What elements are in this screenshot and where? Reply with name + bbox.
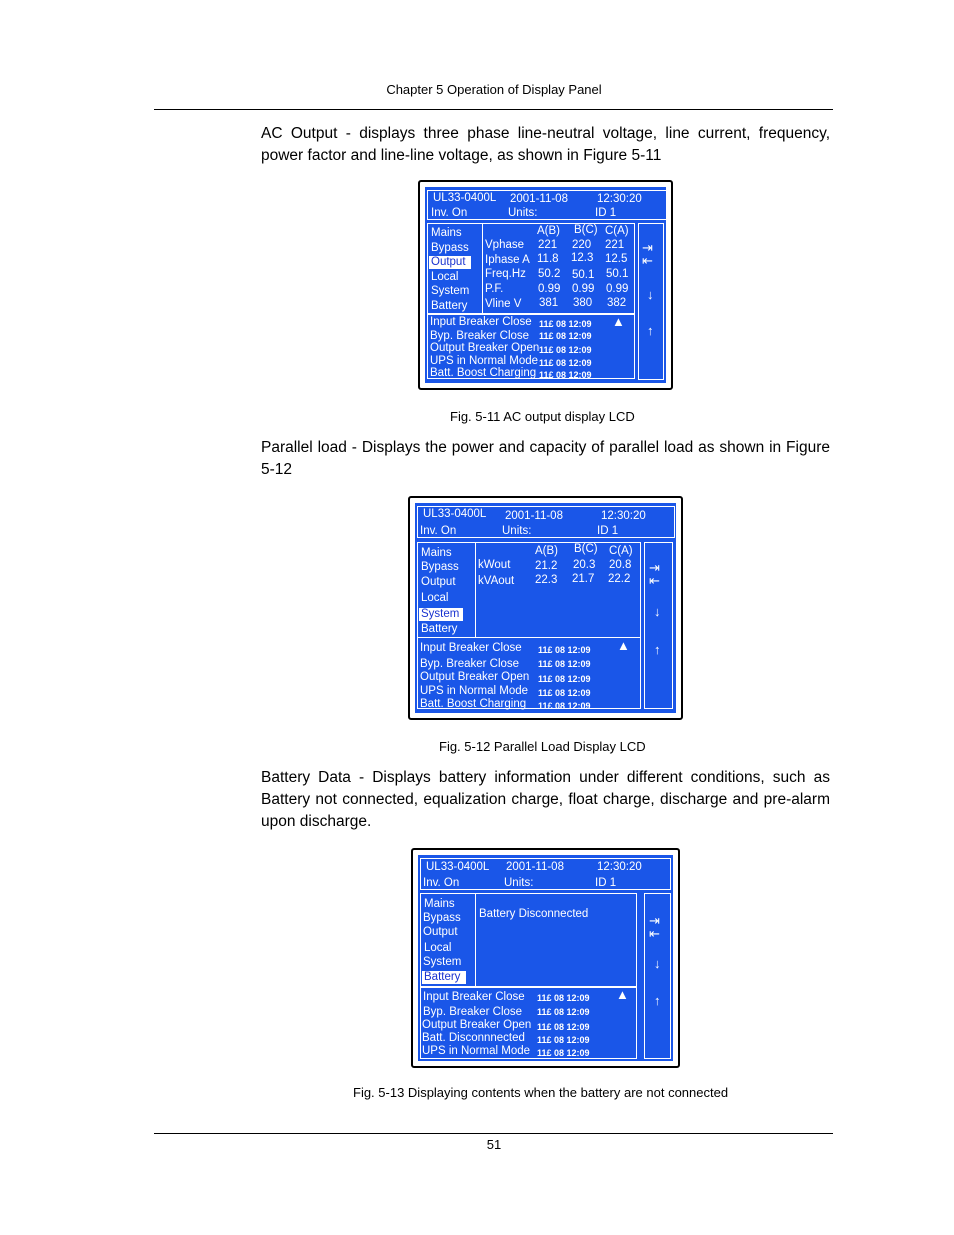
menu-item-system[interactable]: System	[419, 608, 463, 621]
data-panel	[475, 542, 641, 638]
value-a: 221	[538, 239, 558, 251]
side-nav-panel	[644, 542, 673, 709]
value-b: 0.99	[572, 283, 595, 295]
id-label: ID 1	[597, 525, 619, 537]
arrow-up-icon[interactable]: ▲	[612, 314, 625, 329]
row-label: Vphase	[485, 239, 525, 251]
value-c: 12.5	[605, 253, 628, 265]
menu-item-system[interactable]: System	[431, 285, 470, 297]
menu-item-output[interactable]: Output	[429, 256, 471, 269]
lcd-battery-data	[411, 848, 680, 1068]
log-entry: Batt. Disconnnected	[422, 1032, 525, 1044]
menu-item-local[interactable]: Local	[431, 271, 459, 283]
date-label: 2001-11-08	[505, 510, 563, 522]
footer-rule	[154, 1133, 833, 1134]
side-nav-panel	[638, 223, 664, 380]
arrow-up-icon[interactable]: ▲	[617, 638, 630, 653]
col-header-c: C(A)	[605, 225, 629, 237]
date-label: 2001-11-08	[506, 861, 564, 873]
value-b: 50.1	[572, 269, 595, 281]
page-header: Chapter 5 Operation of Display Panel	[386, 82, 602, 97]
value-b: 380	[573, 297, 593, 309]
value-c: 0.99	[606, 283, 629, 295]
log-entry: Batt. Boost Charging	[430, 367, 537, 379]
menu-item-bypass[interactable]: Bypass	[431, 242, 469, 254]
menu-item-output[interactable]: Output	[423, 926, 458, 938]
model-label: UL33-0400L	[433, 192, 497, 204]
log-entry: Input Breaker Close	[420, 642, 522, 654]
menu-item-local[interactable]: Local	[421, 592, 449, 604]
status-label: Inv. On	[420, 525, 457, 537]
log-entry: Output Breaker Open	[420, 671, 530, 683]
header-rule	[154, 109, 833, 110]
log-stamp: 11£ 08 12:09	[537, 1022, 590, 1032]
battery-status-message: Battery Disconnected	[479, 908, 589, 920]
arrow-down-icon[interactable]: ↓	[654, 956, 661, 971]
page-switch-icon[interactable]: ⇥ ⇤	[649, 560, 660, 588]
paragraph-ac-output: AC Output - displays three phase line-neutral voltage, line current, frequency, power factor and line-line voltage, as shown in Figure 5-11	[261, 125, 830, 164]
event-log-panel	[427, 314, 635, 379]
log-stamp: 11£ 08 12:09	[539, 319, 592, 329]
time-label: 12:30:20	[601, 510, 646, 522]
value-a: 50.2	[538, 268, 561, 280]
value-b: 12.3	[571, 252, 594, 264]
id-label: ID 1	[595, 877, 617, 889]
value-c: 20.8	[609, 559, 632, 571]
menu-item-local[interactable]: Local	[424, 942, 452, 954]
log-entry: Input Breaker Close	[430, 316, 532, 328]
units-label: Units:	[508, 207, 538, 219]
units-label: Units:	[502, 525, 532, 537]
log-entry: Byp. Breaker Close	[420, 658, 520, 670]
paragraph-parallel-load: Parallel load - Displays the power and capacity of parallel load as shown in Figure 5-12	[261, 439, 830, 478]
arrow-up-icon[interactable]: ↑	[654, 993, 661, 1008]
id-label: ID 1	[595, 207, 617, 219]
menu-item-battery[interactable]: Battery	[422, 971, 466, 984]
log-entry: Byp. Breaker Close	[430, 330, 530, 342]
log-stamp: 11£ 08 12:09	[538, 688, 591, 698]
menu-item-mains[interactable]: Mains	[424, 898, 455, 910]
log-stamp: 11£ 08 12:09	[537, 1035, 590, 1045]
lcd-parallel-load	[408, 496, 683, 720]
time-label: 12:30:20	[597, 861, 642, 873]
figure-caption: Fig. 5-13 Displaying contents when the battery are not connected	[353, 1085, 729, 1100]
status-label: Inv. On	[423, 877, 460, 889]
menu-item-system[interactable]: System	[423, 956, 462, 968]
col-header-a: A(B)	[535, 545, 558, 557]
col-header-b: B(C)	[574, 224, 598, 236]
value-b: 220	[572, 239, 592, 251]
menu-panel	[427, 223, 483, 314]
log-stamp: 11£ 08 12:09	[539, 358, 592, 368]
menu-panel	[417, 542, 476, 638]
value-c: 22.2	[608, 573, 631, 585]
log-stamp: 11£ 08 12:09	[538, 645, 591, 655]
log-entry: Batt. Boost Charging	[420, 698, 527, 710]
value-a: 381	[539, 297, 559, 309]
lcd-header	[427, 190, 667, 220]
lcd-ac-output	[418, 180, 673, 390]
paragraph-battery-data: Battery Data - Displays battery information under different conditions, such as Battery not connected, equalization charge, float charge, discharge and pre-alarm upon discharge.	[261, 769, 830, 830]
value-a: 21.2	[535, 560, 558, 572]
log-stamp: 11£ 08 12:09	[537, 1048, 590, 1058]
log-entry: Input Breaker Close	[423, 991, 525, 1003]
col-header-a: A(B)	[537, 225, 560, 237]
menu-item-bypass[interactable]: Bypass	[423, 912, 461, 924]
log-stamp: 11£ 08 12:09	[539, 370, 592, 380]
col-header-c: C(A)	[609, 545, 633, 557]
log-stamp: 11£ 08 12:09	[538, 701, 591, 711]
col-header-b: B(C)	[574, 543, 598, 555]
event-log-panel	[417, 637, 641, 709]
log-stamp: 11£ 08 12:09	[537, 1007, 590, 1017]
data-panel	[475, 893, 637, 987]
log-stamp: 11£ 08 12:09	[538, 674, 591, 684]
lcd-header	[420, 858, 671, 890]
menu-panel	[420, 893, 476, 987]
units-label: Units:	[504, 877, 534, 889]
value-b: 20.3	[573, 559, 596, 571]
log-entry: Byp. Breaker Close	[423, 1006, 523, 1018]
row-label: kWout	[478, 559, 511, 571]
date-label: 2001-11-08	[510, 193, 568, 205]
log-entry: UPS in Normal Mode	[430, 355, 539, 367]
value-b: 21.7	[572, 573, 595, 585]
page-switch-icon[interactable]: ⇥ ⇤	[642, 240, 653, 268]
value-c: 50.1	[606, 268, 629, 280]
menu-item-bypass[interactable]: Bypass	[421, 561, 459, 573]
log-entry: Output Breaker Open	[422, 1019, 532, 1031]
time-label: 12:30:20	[597, 193, 642, 205]
arrow-up-icon[interactable]: ▲	[616, 987, 629, 1002]
arrow-down-icon[interactable]: ↓	[647, 287, 654, 302]
side-nav-panel	[644, 893, 671, 1059]
page-number: 51	[486, 1137, 502, 1152]
page-switch-icon[interactable]: ⇥ ⇤	[649, 913, 660, 941]
figure-caption: Fig. 5-11 AC output display LCD	[450, 409, 635, 424]
arrow-down-icon[interactable]: ↓	[654, 604, 661, 619]
menu-item-output[interactable]: Output	[421, 576, 456, 588]
value-c: 221	[605, 239, 625, 251]
row-label: kVAout	[478, 575, 515, 587]
log-stamp: 11£ 08 12:09	[537, 993, 590, 1003]
data-panel	[482, 223, 635, 314]
model-label: UL33-0400L	[423, 508, 487, 520]
log-stamp: 11£ 08 12:09	[539, 345, 592, 355]
figure-caption: Fig. 5-12 Parallel Load Display LCD	[439, 739, 646, 754]
row-label: Iphase A	[485, 254, 530, 266]
row-label: Freq.Hz	[485, 268, 526, 280]
row-label: P.F.	[485, 283, 504, 295]
menu-item-mains[interactable]: Mains	[431, 227, 462, 239]
row-label: Vline V	[485, 298, 522, 310]
value-c: 382	[607, 297, 627, 309]
status-label: Inv. On	[431, 207, 468, 219]
log-entry: UPS in Normal Mode	[422, 1045, 531, 1057]
menu-item-battery[interactable]: Battery	[431, 300, 468, 312]
menu-item-battery[interactable]: Battery	[421, 623, 458, 635]
arrow-up-icon[interactable]: ↑	[647, 323, 654, 338]
model-label: UL33-0400L	[426, 861, 490, 873]
lcd-header	[417, 506, 675, 538]
event-log-panel	[420, 987, 637, 1059]
log-stamp: 11£ 08 12:09	[538, 659, 591, 669]
log-entry: UPS in Normal Mode	[420, 685, 529, 697]
value-a: 11.8	[537, 253, 559, 265]
log-entry: Output Breaker Open	[430, 342, 540, 354]
value-a: 0.99	[538, 283, 561, 295]
arrow-up-icon[interactable]: ↑	[654, 642, 661, 657]
value-a: 22.3	[535, 574, 558, 586]
menu-item-mains[interactable]: Mains	[421, 547, 452, 559]
log-stamp: 11£ 08 12:09	[539, 331, 592, 341]
